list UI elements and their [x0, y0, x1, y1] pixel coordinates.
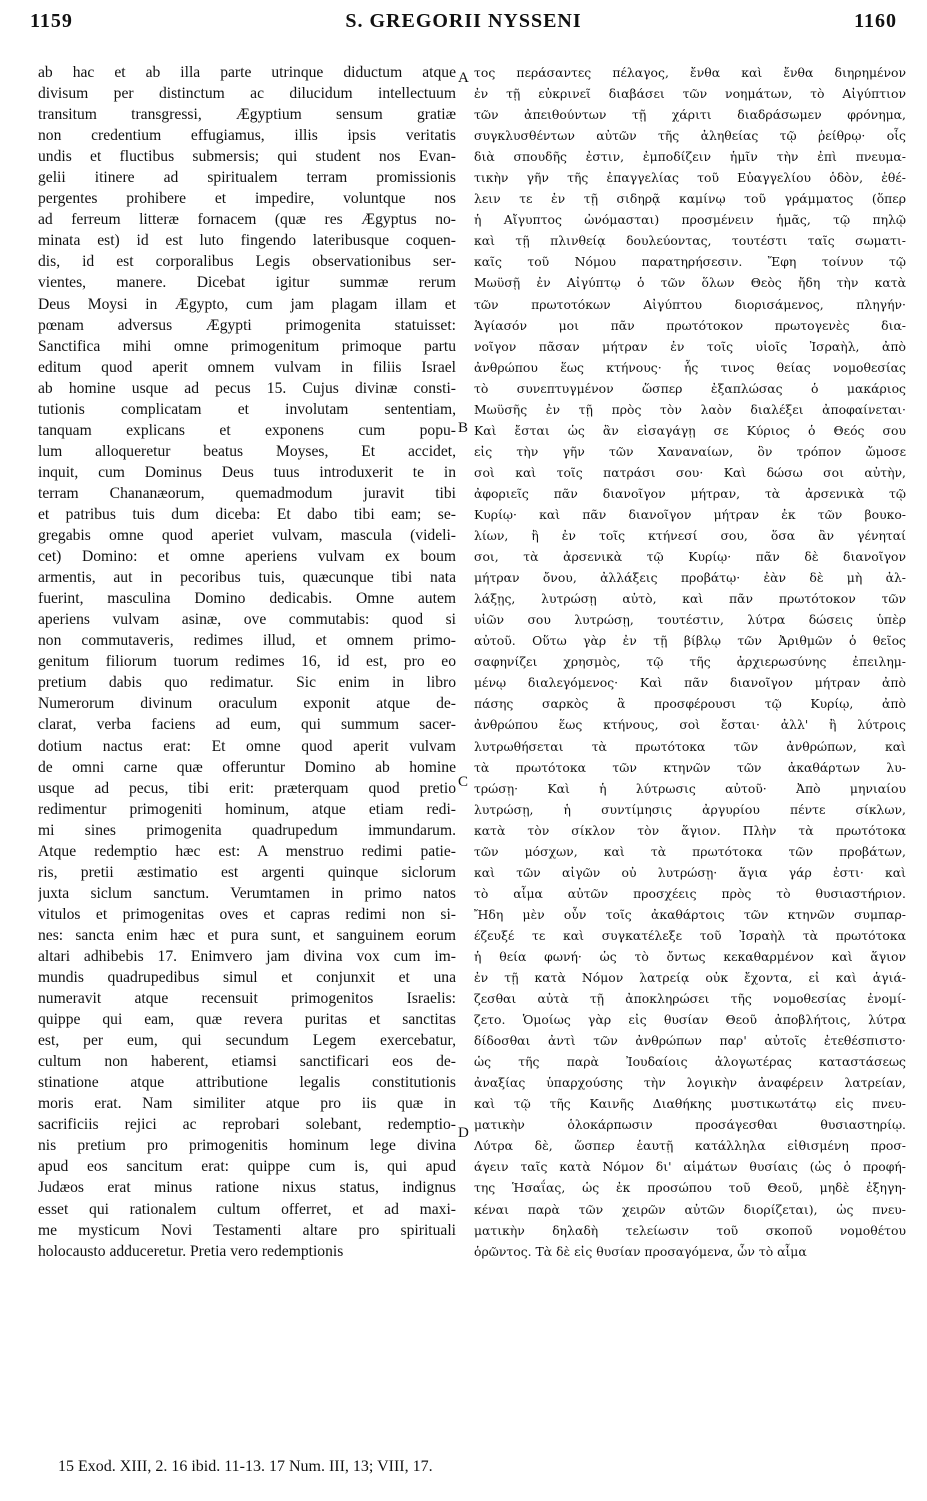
greek-text-line: έζευξέ τε καὶ συγκατέλεξε τοῦ Ἰσραὴλ τὰ πρωτότοκα — [474, 927, 906, 943]
latin-text-line: gelii itinere ad spiritualem terram promissionis — [38, 169, 456, 187]
greek-text-line: τὸ αἷμα αὐτῶν προσχέεις πρὸς τὸ θυσιαστήριον. — [474, 885, 906, 901]
greek-text-line: ἐν τῇ εὐκρινεῖ διαβάσει τῶν νοημάτων, τὸ Αἰγύπτιον — [474, 86, 906, 102]
latin-text-line: usque ad pecus, tibi erit: præterquam quod pretio — [38, 779, 456, 797]
greek-text-line: ματικὴν ὁλοκάρπωσιν προσάγεσθαι θυσιαστηρίῳ. — [474, 1117, 906, 1133]
greek-text-line: Καὶ ἔσται ὡς ἂν εἰσαγάγῃ σε Κύριος ὁ Θεός σου — [474, 422, 906, 438]
greek-text-line: σοὶ καὶ τοῖς πατράσι σου· Καὶ δώσω σοι αὐτὴν, — [474, 464, 906, 480]
greek-text-line: ἡ Αἴγυπτος ὠνόμασται) προσμένειν ἡμᾶς, τῷ πηλῷ — [474, 212, 906, 228]
latin-text-line: et patribus tuis dum diceba: Et dabo tibi eam; se- — [38, 505, 456, 523]
latin-text-line: mi sines primogenita quadrupedum immundarum. — [38, 821, 456, 839]
latin-text-line: stinatione atque attributione legalis constitutionis — [38, 1074, 456, 1092]
greek-text-line: ἀνθρώπου ἕως κτήνους, σοὶ ἔσται· ἀλλ' ἢ λύτροις — [474, 717, 906, 733]
greek-text-line: Κυρίῳ· καὶ πᾶν διανοῖγον μήτραν ἐκ τῶν βουκο- — [474, 506, 906, 522]
greek-text-line: τὰ πρωτότοκα τῶν κτηνῶν τῶν ἀκαθάρτων λυ- — [474, 759, 906, 775]
greek-text-line: Μωϋσῆς ἐν τῇ πρὸς τὸν λαὸν διαλέξει ἀποφαίνεται· — [474, 401, 906, 417]
latin-text-line: Sanctifica mihi omne primogenitum primoque partu — [38, 337, 456, 355]
latin-text-line: me mysticum Novi Testamenti altare pro spirituali — [38, 1221, 456, 1239]
greek-text-line: υἱῶν σου λυτρώσῃ, τουτέστιν, λύτρα δώσεις ὑπὲρ — [474, 612, 906, 628]
greek-text-line: νοῖγον πᾶσαν μήτραν ἐν τοῖς υἱοῖς Ἰσραὴλ, ἀπὸ — [474, 338, 906, 354]
greek-text-line: ἀφοριεῖς πᾶν διανοῖγον μήτραν, τὰ ἀρσενικὰ τῷ — [474, 485, 906, 501]
latin-text-line: est, per eum, qui secundum Legem exercebatur, — [38, 1032, 456, 1050]
latin-text-line: ab homine usque ad pecus 15. Cujus divinæ consti- — [38, 379, 456, 397]
latin-text-line: juxta siclum sanctum. Verumtamen in primo natos — [38, 884, 456, 902]
greek-text-line: Ἁγίασόν μοι πᾶν πρωτότοκον πρωτογενὲς δια- — [474, 317, 906, 333]
running-title: S. GREGORII NYSSENI — [345, 10, 582, 32]
greek-text-line: μήτραν ὄνου, ἀλλάξεις προβάτῳ· ἐὰν δὲ μὴ ἀλ- — [474, 570, 906, 586]
latin-text-line: Deus Moysi in Ægypto, cum jam plagam illam et — [38, 295, 456, 313]
greek-text-line: ζετο. Ὁμοίως γὰρ εἰς θυσίαν Θεοῦ ἀποβλήτοις, λύτρα — [474, 1012, 906, 1028]
greek-text-line: ζεσθαι αὐτὰ τῇ ἀποκληρώσει τῆς νομοθεσίας ἐνομί- — [474, 991, 906, 1007]
latin-text-line: fuerint, masculina Domino dedicabis. Omne autem — [38, 590, 456, 608]
greek-text-line: λάξῃς, λυτρώσῃ αὐτὸ, καὶ πᾶν πρωτότοκον τῶν — [474, 591, 906, 607]
latin-text-line: gregabis omne quod aperiet vulvam, mascula (videli- — [38, 527, 456, 545]
page-number-right: 1160 — [854, 10, 897, 32]
latin-text-line: ris, pretii æstimatio est argenti quinque siclorum — [38, 863, 456, 881]
greek-text-line: τος περάσαντες πέλαγος, ἔνθα καὶ ἔνθα διηρημένον — [474, 65, 906, 80]
greek-text-line: Λύτρα δὲ, ὥσπερ ἑαυτῇ κατάλληλα εἰθισμένη προσ- — [474, 1138, 906, 1154]
latin-text-line: vitulos et primogenitas oves et capras redimi non si- — [38, 905, 456, 923]
latin-text-line: inquit, cum Dominus Deus tuus introduxerit te in — [38, 463, 456, 481]
greek-column — [474, 62, 906, 1262]
greek-text-line: κατὰ τὸν σίκλον τὸν ἅγιον. Πλὴν τὰ πρωτότοκα — [474, 822, 906, 838]
latin-text-line: non credentium effugiamus, illis ipsis veritatis — [38, 127, 456, 145]
latin-text-line: Numerorum divinum oraculum exponit atque de- — [38, 695, 456, 713]
greek-text-line: εἰς τὴν γῆν τῶν Χαναναίων, ὃν τρόπον ὤμοσε — [474, 443, 906, 459]
margin-marker-d: D — [458, 1125, 469, 1141]
latin-text-line: dotium nactus erat: Et omne quod aperit vulvam — [38, 737, 456, 755]
greek-text-line: δίδοσθαι ἀντὶ τῶν ἀνθρώπων παρ' αὐτοῖς ἐτεθέσπιστο· — [474, 1033, 906, 1049]
latin-text-line: redimentur primogeniti hominum, atque etiam redi- — [38, 800, 456, 818]
latin-text-line: quippe qui eam, quæ revera puritas et sanctitas — [38, 1011, 456, 1029]
latin-text-line: altari adhibebis 17. Enimvero jam divina vox cum im- — [38, 947, 456, 965]
latin-text-line: de omni carne quæ offeruntur Domino ab homine — [38, 758, 456, 776]
latin-text-line: nes: sancta enim hæc et pura sunt, et sanguinem eorum — [38, 926, 456, 944]
latin-text-line: sacrificiis rejici ac reprobari solebant, redemptio- — [38, 1116, 456, 1134]
greek-text-line: ἀναξίας ὑπαρχούσης τὴν λογικὴν ἀναφέρειν λατρείαν, — [474, 1075, 906, 1091]
latin-text-line: armentis, aut in pecoribus tuis, quæcunque tibi nata — [38, 569, 456, 587]
greek-text-line: λυτρωθήσεται τὰ πρωτότοκα τῶν ἀνθρώπων, καὶ — [474, 738, 906, 754]
latin-text-line: ab hac et ab illa parte utrinque diductum atque — [38, 64, 456, 81]
greek-text-line: ματικὴν δηλαδὴ τελείωσιν τοῦ σκοποῦ νομοθέτου — [474, 1222, 906, 1238]
greek-text-line: Ἤδη μὲν οὖν τοῖς ἀκαθάρτοις τῶν κτηνῶν συμπαρ- — [474, 906, 906, 922]
greek-text-line: λειν τε ἐν τῇ σιδηρᾷ καμίνῳ τοῦ γράμματος (ὅπερ — [474, 191, 906, 207]
greek-text-line: τῶν πρωτοτόκων Αἰγύπτου διορισάμενος, πληγήν· — [474, 296, 906, 312]
greek-text-line: κέναι παρὰ τῶν χειρῶν αὐτῶν διορίζεται), ὡς πνευ- — [474, 1201, 906, 1217]
latin-text-line: genitum filiorum tuorum redimes 16, id est, pro eo — [38, 653, 456, 671]
page-number-left: 1159 — [30, 10, 73, 32]
greek-text-line: σαφηνίζει χρησμὸς, τῷ τῆς ἀρχιερωσύνης ἐπειλημ- — [474, 654, 906, 670]
greek-text-line: καῖς τοῦ Νόμου παρατηρήσεσιν. Ἔφη τοίνυν τῷ — [474, 254, 906, 270]
latin-text-line: pretium dabis quo redimatur. Sic enim in libro — [38, 674, 456, 692]
latin-text-line: Atque redemptio hæc est: A menstruo redimi patie- — [38, 842, 456, 860]
greek-text-line: της Ἡσαΐας, ὡς ἐκ προσώπου τοῦ Θεοῦ, μηδὲ ἐξηγη- — [474, 1180, 906, 1196]
latin-text-line: tutionis complicatam et involutam sententiam, — [38, 400, 456, 418]
margin-marker-b: B — [458, 420, 469, 436]
greek-text-line: ἐν τῇ κατὰ Νόμον λατρείᾳ οὐκ ἔχοντα, εἰ καὶ ἁγιά- — [474, 970, 906, 986]
latin-text-line: aperiens vulvam asinæ, ove commutabis: quod si — [38, 611, 456, 629]
latin-text-line: pergentes prohibere et impedire, voluntque nos — [38, 190, 456, 208]
latin-column — [38, 62, 456, 1262]
greek-text-line: τικὴν γῆν τῆς ἐπαγγελίας τοῦ Εὐαγγελίου ὁδὸν, ἐθέ- — [474, 170, 906, 186]
latin-text-line: dis, id est corporalibus Legis observationibus ser- — [38, 253, 456, 271]
greek-text-line: μένῳ διαλεγόμενος· Καὶ πᾶν διανοῖγον μήτραν ἀπὸ — [474, 675, 906, 691]
latin-text-line: nis pretium pro primogenitis hominum lege divina — [38, 1137, 456, 1155]
latin-text-line: tanquam explicans et exponens cum popu- — [38, 421, 456, 439]
latin-text-line: cet) Domino: et omne aperiens vulvam ex boum — [38, 548, 456, 566]
latin-text-line: clarat, verba faciens ad eum, qui summum sacer- — [38, 716, 456, 734]
greek-text-line: καὶ τῷ τῆς Καινῆς Διαθήκης μυστικωτάτῳ εἰς πνευ- — [474, 1096, 906, 1112]
latin-text-line: terram Chananæorum, quemadmodum juravit tibi — [38, 484, 456, 502]
greek-text-line: Μωϋσῇ ἐν Αἰγύπτῳ ὁ τῶν ὅλων Θεὸς ἤδη τὴν κατὰ — [474, 275, 906, 291]
greek-text-line: ὁρῶντος. Τὰ δὲ εἰς θυσίαν προσαγόμενα, ὧν τὸ αἷμα — [474, 1243, 807, 1259]
greek-text-line: τὸ συνεπτυγμένον ὥσπερ ἐξαπλώσας ὁ μακάριος — [474, 380, 906, 396]
latin-text-line: moris erat. Nam similiter atque pro iis quæ in — [38, 1095, 456, 1113]
latin-text-line: esset qui rationalem cultum offerret, et ad maxi- — [38, 1200, 456, 1218]
greek-text-line: τῶν μόσχων, καὶ τὰ πρωτότοκα τῶν προβάτων, — [474, 843, 906, 859]
footnotes: 15 Exod. XIII, 2. 16 ibid. 11-13. 17 Num. III, 13; VIII, 17. — [58, 1458, 433, 1475]
latin-text-line: cultum non haberent, etiamsi sanctificari eos de- — [38, 1053, 456, 1071]
margin-marker-c: C — [458, 774, 469, 790]
greek-text-line: ὡς τῆς παρὰ Ἰουδαίοις ἀλογωτέρας καταστάσεως — [474, 1054, 906, 1070]
greek-text-line: συγκλυσθέντων αὐτῶν τῆς ἀληθείας τῷ ῥείθρῳ· οἷς — [474, 128, 906, 144]
latin-text-line: editum quod aperit omnem vulvam in filiis Israel — [38, 358, 456, 376]
greek-text-line: τρώσῃ· Καὶ ἡ λύτρωσις αὐτοῦ· Ἀπὸ μηνιαίου — [474, 780, 906, 796]
latin-text-line: divisum per distinctum ac dilucidum intellectuum — [38, 85, 456, 103]
greek-text-line: καὶ τῶν αἰγῶν οὐ λυτρώσῃ· ἅγια γάρ ἐστι· καὶ — [474, 864, 906, 880]
latin-text-line: mundis quadrupedibus simul et conjunxit et una — [38, 969, 456, 987]
latin-text-line: ad ferreum litteræ fornacem (quæ res Ægyptus no- — [38, 211, 456, 229]
greek-text-line: καὶ τῇ πλινθείᾳ δουλεύοντας, τουτέστι ταῖς σωματι- — [474, 233, 906, 249]
greek-text-line: τῶν ἀπειθούντων τῇ χάριτι διαδράσωμεν φρόνημα, — [474, 107, 906, 123]
latin-text-line: lum alloqueretur beatus Moyses, Et accidet, — [38, 442, 456, 460]
greek-text-line: πάσης σαρκὸς ἃ προσφέρουσι τῷ Κυρίῳ, ἀπὸ — [474, 696, 906, 712]
latin-text-line: non commutaveris, redimes illud, et omnem primo- — [38, 632, 456, 650]
greek-text-line: ἡ θεία φωνή· ὡς τὸ ὄντως κεκαθαρμένον καὶ ἅγιον — [474, 948, 906, 964]
greek-text-line: διὰ σπουδῆς ἐστιν, ἐμποδίζειν ἡμῖν τὴν ἐπὶ πνευμα- — [474, 149, 906, 165]
latin-text-line: undis et fluctibus submersis; qui student nos Evan- — [38, 148, 456, 166]
latin-text-line: apud eos sancitum erat: quippe cum is, qui apud — [38, 1158, 456, 1176]
running-header — [30, 10, 897, 40]
margin-marker-a: A — [458, 70, 469, 86]
greek-text-line: άγειν ταῖς κατὰ Νόμον δι' αἱμάτων θυσίαις (ὡς ὁ προφή- — [474, 1159, 906, 1175]
latin-text-line: Judæos erat minus ratione nixus status, indignus — [38, 1179, 456, 1197]
greek-text-line: λυτρώσῃ, ἡ συντίμησις ἀργυρίου πέντε σίκλων, — [474, 801, 906, 817]
latin-text-line: vientes, manere. Dicebat igitur summæ rerum — [38, 274, 456, 292]
greek-text-line: λίων, ἢ ἐν τοῖς κτήνεσί σου, ὅσα ἂν γένηταί — [474, 528, 906, 544]
latin-text-line: transitum transgressi, Ægyptium sensum gratiæ — [38, 106, 456, 124]
latin-text-line: pœnam adversus Ægypti primogenita statuisset: — [38, 316, 456, 334]
greek-text-line: ἀνθρώπου ἕως κτήνους· ἧς τινος θείας νομοθεσίας — [474, 359, 906, 375]
greek-text-line: σοι, τὰ ἀρσενικὰ τῷ Κυρίῳ· πᾶν δὲ διανοῖγον — [474, 549, 906, 565]
latin-text-line: holocausto adduceretur. Pretia vero redemptionis — [38, 1242, 344, 1260]
greek-text-line: αὐτοῦ. Οὕτω γὰρ ἐν τῇ βίβλῳ τῶν Ἀριθμῶν ὁ θεῖος — [474, 633, 906, 649]
latin-text-line: numeravit atque recensuit primogenitos Israelis: — [38, 990, 456, 1008]
latin-text-line: minata est) id est luto fingendo lateribusque coquen- — [38, 232, 456, 250]
